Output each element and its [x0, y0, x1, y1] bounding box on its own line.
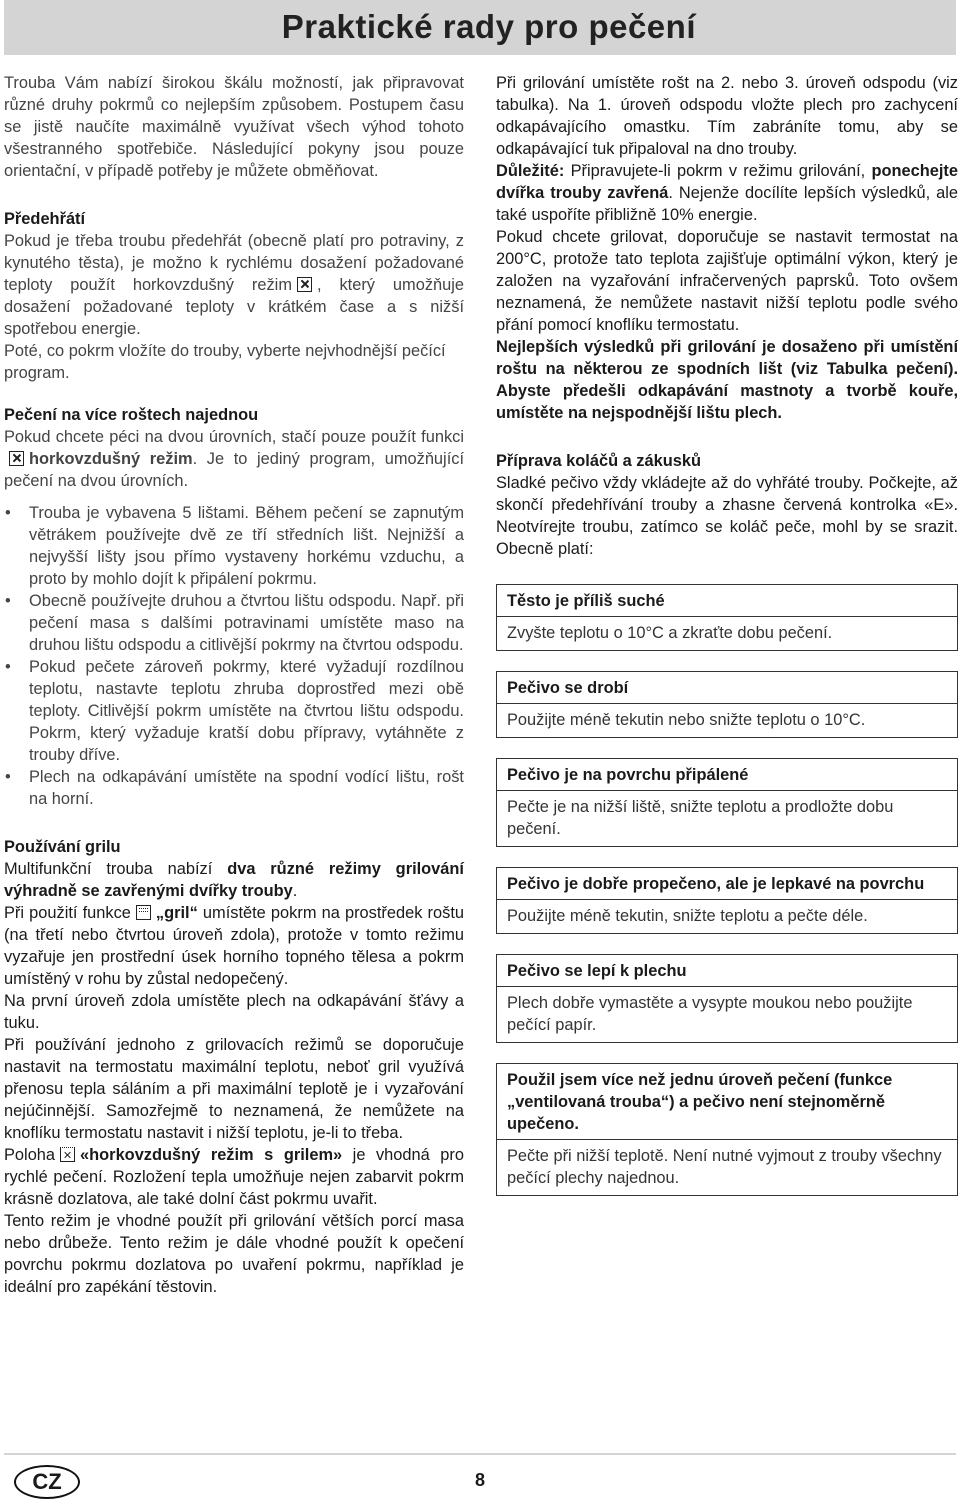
intro-paragraph: Trouba Vám nabízí širokou škálu možností, jak připravovat různé druhy pokrmů co nejlepším způsobem. Postupem času se jistě naučíte maximálně využívat všech výhod tohoto všestranného spotřebiče. Následující pokyny jsou pouze orientační, v případě potřeby je můžete obměňovat. — [4, 74, 464, 180]
right-column — [496, 72, 958, 1196]
multi-level-paragraph — [4, 426, 464, 492]
grill-p2-start: Při použití funkce — [4, 904, 131, 922]
tip-box — [496, 758, 958, 847]
page-number: 8 — [474, 1470, 485, 1490]
fan-grill-icon — [60, 1147, 75, 1162]
tip-box — [496, 954, 958, 1043]
preheat-paragraph — [4, 230, 464, 340]
page-header — [4, 0, 956, 55]
preheat-heading: Předehřátí — [4, 210, 86, 228]
important-label: Důležité: — [496, 162, 565, 180]
preheat-text-start: Pokud je třeba troubu předehřát (obecně platí pro potraviny, z kynutého těsta), je možno k rychlému dosažení požadované teploty použít horkovzdušný režim — [4, 232, 464, 294]
grill-p2-bold: „gril“ — [155, 904, 198, 922]
list-item: • Pokud pečete zároveň pokrmy, které vyžadují rozdílnou teplotu, nastavte teplotu zhruba doprostřed mezi obě teploty. Citlivější pokrm umístěte na čtvrtou lištu odspodu. Pokrm, který vyžaduje kratší dobu přípravy, vytáhněte z trouby dříve. — [4, 656, 464, 766]
grill-paragraph-4: Při používání jednoho z grilovacích režimů se doporučuje nastavit na termostatu maximální teplotu, neboť gril využívá přenosu tepla sáláním a při maximální teplotě je i vyzařování nejúčinnější. Samozřejmě to neznamená, že nemůžete na knoflíku termostatu nastavit i nižší teplotu, je-li to třeba. — [4, 1036, 464, 1142]
tip-problem: Pečivo se lepí k plechu — [496, 954, 958, 987]
grill-cont-paragraph-3: Pokud chcete grilovat, doporučuje se nastavit termostat na 200°C, protože tato teplota zajišťuje optimální výkon, který je založen na vyzařování infračervených paprsků. Toto ovšem neznamená, že nemůžete nastavit nižší teplotu podle svého přání pomocí knoflíku termostatu. — [496, 228, 958, 334]
grill-paragraph-2 — [4, 902, 464, 990]
tip-box — [496, 867, 958, 934]
multi-text-bold: horkovzdušný režim — [29, 450, 193, 468]
important-text: Připravujete-li pokrm v režimu grilování, — [564, 162, 872, 180]
tip-solution: Pečte při nižší teplotě. Není nutné vyjmout z trouby všechny pečící plechy najednou. — [496, 1140, 958, 1196]
tip-solution: Použijte méně tekutin nebo snižte teplotu o 10°C. — [496, 704, 958, 738]
list-item: • Obecně používejte druhou a čtvrtou lištu odspodu. Např. při pečení masa s dalšími potravinami umístěte maso na druhou lištu odspodu a citlivější pokrmy na čtvrtou odspodu. — [4, 590, 464, 656]
grill-cont-paragraph-4: Nejlepších výsledků při grilování je dosaženo při umístění roštu na některou ze spodních lišt (viz Tabulka pečení). Abyste předešli odkapávání mastnoty a tvorbě kouře, umístěte na nejspodnější lištu plech. — [496, 338, 958, 422]
grill-p5-end: je vhodná pro rychlé pečení. Rozložení tepla umožňuje nejen zabarvit pokrm krásně dozlatova, ale také dolní část pokrmu uvařit. — [4, 1146, 464, 1208]
tip-problem: Těsto je příliš suché — [496, 584, 958, 617]
grill-text-bold: dva různé režimy grilování výhradně se zavřenými dvířky trouby — [4, 860, 464, 900]
fan-icon — [297, 277, 312, 292]
multi-text-end: . Je to jediný program, umožňující pečení na dvou úrovních. — [4, 450, 464, 490]
grill-cont-paragraph-2 — [496, 160, 958, 226]
tip-box — [496, 671, 958, 738]
grill-cont-paragraph-1: Při grilování umístěte rošt na 2. nebo 3. úroveň odspodu (viz tabulka). Na 1. úroveň odspodu vložte plech pro zachycení odkapávajícího omastku. Tím zabráníte tomu, aby se odkapávající tuk připaloval na dno trouby. — [496, 74, 958, 158]
tip-solution: Použijte méně tekutin, snižte teplotu a pečte déle. — [496, 900, 958, 934]
grill-p2-end: umístěte pokrm na prostředek roštu (na třetí nebo čtvrtou úroveň zdola), protože v tomto režimu vyzařuje jen prostřední úsek horního topného tělesa a pokrm umístěný v rohu by zůstal nedopečený. — [4, 904, 464, 988]
grill-paragraph-1 — [4, 858, 464, 902]
multi-level-list — [4, 502, 464, 810]
cakes-heading: Příprava koláčů a zákusků — [496, 452, 701, 470]
grill-paragraph-6: Tento režim je vhodné použít při grilování větších porcí masa nebo drůbeže. Tento režim je dále vhodné použít k opečení povrchu pokrmu dozlatova po uvaření pokrmu, například je ideální pro zapékání těstovin. — [4, 1212, 464, 1296]
left-column — [4, 72, 464, 1298]
tip-box — [496, 584, 958, 651]
preheat-paragraph-2: Poté, co pokrm vložíte do trouby, vyberte nejvhodnější pečící program. — [4, 342, 446, 382]
grill-icon — [136, 905, 151, 920]
tip-problem: Použil jsem více než jednu úroveň pečení (funkce „ventilovaná trouba“) a pečivo není stejnoměrně upečeno. — [496, 1063, 958, 1140]
multi-text-start: Pokud chcete péci na dvou úrovních, stačí pouze použít funkci — [4, 428, 464, 446]
tip-solution: Plech dobře vymastěte a vysypte moukou nebo použijte pečící papír. — [496, 987, 958, 1043]
grill-p5-bold: «horkovzdušný režim s grilem» — [80, 1146, 343, 1164]
language-badge: CZ — [14, 1465, 80, 1499]
tip-solution: Pečte je na nižší liště, snižte teplotu a prodložte dobu pečení. — [496, 791, 958, 847]
multi-level-heading: Pečení na více roštech najednou — [4, 406, 259, 424]
preheat-text-end: , který umožňuje dosažení požadované teploty v krátkém čase a s nižší spotřebou energie. — [4, 276, 464, 338]
grill-heading: Používání grilu — [4, 838, 121, 856]
grill-paragraph-5 — [4, 1144, 464, 1210]
fan-icon — [9, 451, 24, 466]
footer-divider — [4, 1453, 956, 1455]
page-title: Praktické rady pro pečení — [281, 8, 696, 45]
tip-problem: Pečivo je dobře propečeno, ale je lepkavé na povrchu — [496, 867, 958, 900]
list-item: • Trouba je vybavena 5 lištami. Během pečení se zapnutým větrákem používejte dvě ze tří středních lišt. Nejnižší a nejvyšší lišty jsou přímo vystaveny horkému vzduchu, a proto by mohlo dojít k připálení pokrmu. — [4, 502, 464, 590]
important-bold: ponechejte dvířka trouby zavřená — [496, 162, 958, 202]
list-item: • Plech na odkapávání umístěte na spodní vodící lištu, rošt na horní. — [4, 766, 464, 810]
grill-text-start: Multifunkční trouba nabízí — [4, 860, 228, 878]
important-text-end: . Nejenže docílíte lepších výsledků, ale také uspoříte přibližně 10% energie. — [496, 184, 959, 224]
tip-problem: Pečivo je na povrchu připálené — [496, 758, 958, 791]
tip-problem: Pečivo se drobí — [496, 671, 958, 704]
grill-text-end: . — [292, 882, 298, 900]
grill-p5-start: Poloha — [4, 1146, 56, 1164]
tip-box — [496, 1063, 958, 1196]
tip-solution: Zvyšte teplotu o 10°C a zkraťte dobu pečení. — [496, 617, 958, 651]
grill-paragraph-3: Na první úroveň zdola umístěte plech na odkapávání šťávy a tuku. — [4, 992, 464, 1032]
cakes-paragraph: Sladké pečivo vždy vkládejte až do vyhřáté trouby. Počkejte, až skončí předehřívání trouby a zhasne červená kontrolka «E». Neotvírejte troubu, zatímco se koláč peče, mohl by se srazit. Obecně platí: — [496, 474, 958, 558]
